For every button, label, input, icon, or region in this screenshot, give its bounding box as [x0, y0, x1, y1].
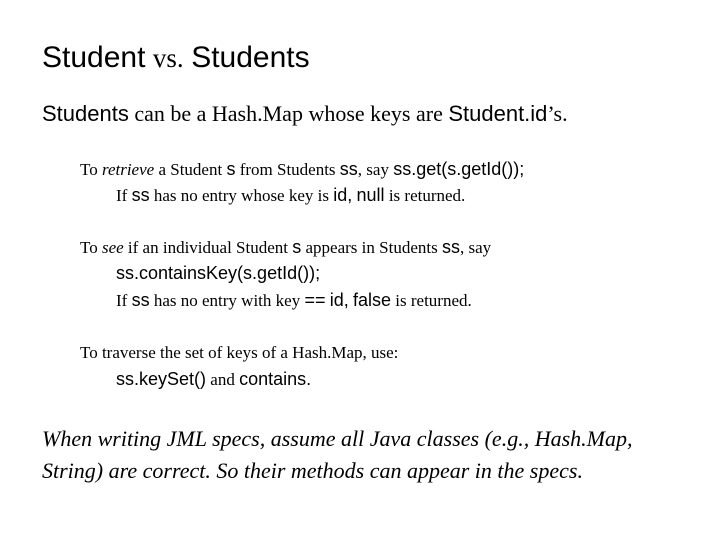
intro-suffix: ’s.	[547, 101, 568, 126]
retrieve-var-ss: ss	[339, 159, 358, 179]
retrieve-code: ss.get(s.getId());	[393, 159, 525, 179]
title-student: Student	[42, 41, 146, 74]
see-say: , say	[459, 238, 492, 257]
title-vs: vs.	[152, 43, 184, 73]
jml-note	[42, 423, 632, 487]
retrieve-comma: ,	[347, 185, 353, 205]
see-id: id	[329, 290, 344, 310]
traverse-keyset: ss.keySet()	[116, 369, 207, 389]
see-result-ss: ss	[131, 290, 150, 310]
traverse-and: and	[210, 370, 235, 389]
retrieve-say: , say	[357, 160, 389, 179]
retrieve-from-students: from Students	[239, 160, 336, 179]
see-result-line	[116, 288, 472, 313]
intro-students: Students	[42, 101, 129, 126]
retrieve-id: id	[333, 185, 348, 205]
see-if-individual: if an individual Student	[127, 238, 288, 257]
jml-note-line-1: When writing JML specs, assume all Java classes (e.g., Hash.Map,	[42, 426, 633, 451]
retrieve-line	[80, 157, 524, 182]
see-line	[80, 235, 491, 260]
retrieve-result-ss: ss	[131, 185, 150, 205]
see-is-returned: is returned.	[395, 291, 472, 310]
see-comma: ,	[343, 290, 349, 310]
traverse-line	[80, 341, 398, 365]
see-if: If	[116, 291, 128, 310]
retrieve-is-returned: is returned.	[388, 186, 466, 205]
see-to: To	[80, 238, 98, 257]
retrieve-if: If	[116, 186, 128, 205]
see-equals: ==	[304, 290, 326, 310]
traverse-code-line	[116, 367, 311, 392]
title-students: Students	[191, 41, 310, 74]
retrieve-no-entry: has no entry whose key is	[153, 186, 329, 205]
traverse-period: .	[306, 369, 312, 389]
see-var-s: s	[292, 237, 302, 257]
retrieve-result-line	[116, 183, 465, 208]
see-false: false	[353, 290, 392, 310]
retrieve-word: retrieve	[101, 160, 155, 179]
jml-note-line-2: String) are correct. So their methods can appear in the specs.	[42, 458, 583, 483]
see-appears-in: appears in Students	[305, 238, 438, 257]
retrieve-a-student: a Student	[158, 160, 223, 179]
see-word: see	[101, 238, 124, 257]
see-no-entry: has no entry with key	[153, 291, 301, 310]
see-code-line	[116, 261, 320, 286]
intro-student-id: Student.id	[448, 101, 548, 126]
retrieve-to: To	[80, 160, 98, 179]
retrieve-var-s: s	[226, 159, 236, 179]
intro-line	[42, 100, 568, 128]
see-var-ss: ss	[441, 237, 460, 257]
traverse-text: To traverse the set of keys of a Hash.Map, use:	[80, 343, 399, 362]
slide-title	[42, 40, 310, 76]
retrieve-null: null	[356, 185, 385, 205]
intro-text: can be a Hash.Map whose keys are	[134, 101, 443, 126]
traverse-contains: contains	[239, 369, 307, 389]
see-code: ss.containsKey(s.getId());	[116, 263, 321, 283]
